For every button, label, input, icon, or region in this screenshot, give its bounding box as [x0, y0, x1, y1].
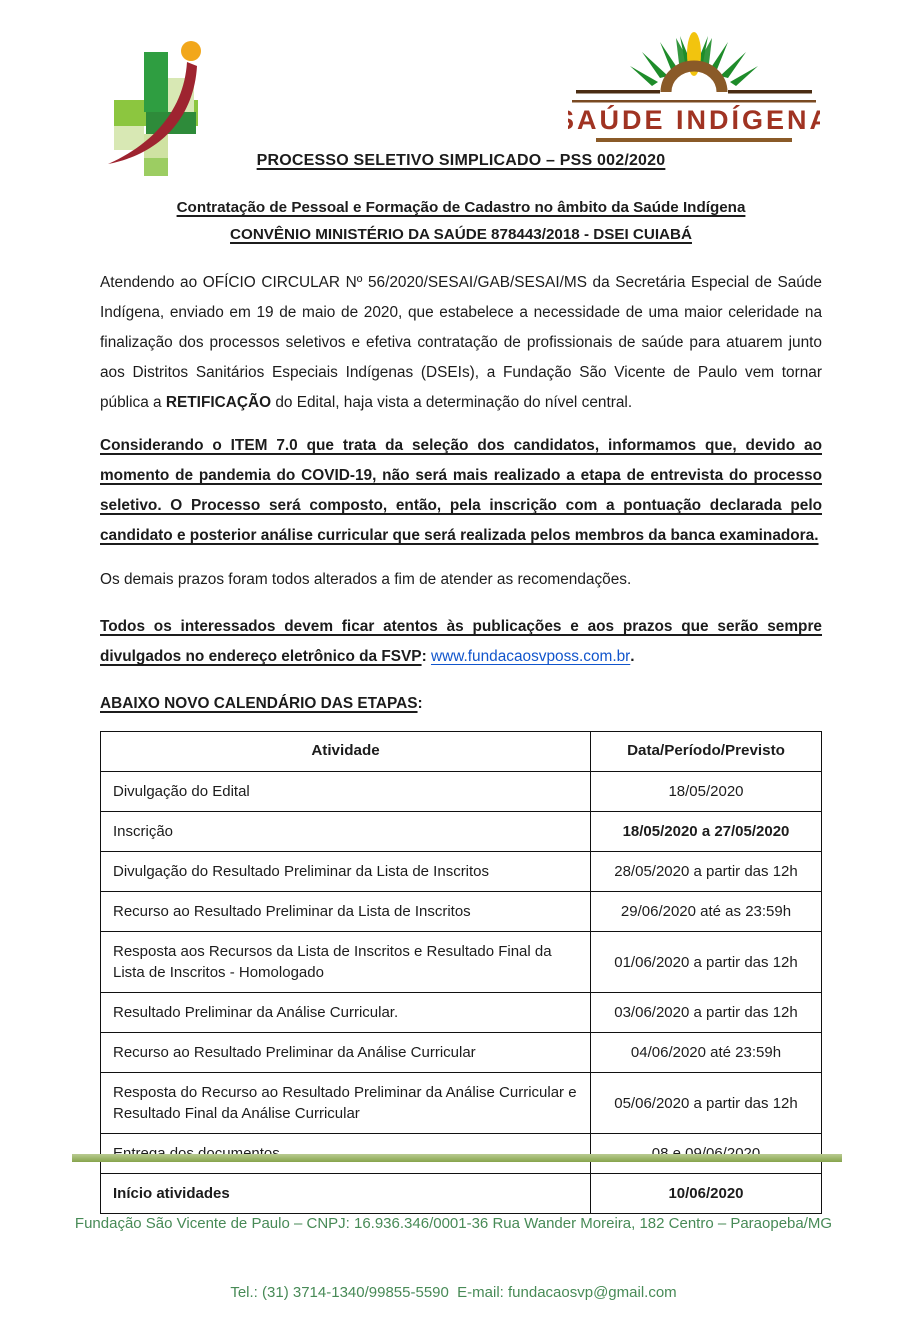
- table-row: [101, 812, 822, 852]
- activity-cell: Divulgação do Resultado Preliminar da Lista de Inscritos: [101, 852, 591, 892]
- saude-indigena-logo: [568, 30, 820, 152]
- fsvp-website-link[interactable]: www.fundacaosvposs.com.br: [430, 648, 631, 665]
- date-cell: 29/06/2020 até as 23:59h: [591, 892, 822, 932]
- table-row: [101, 892, 822, 932]
- footer-divider-bar: [72, 1154, 842, 1162]
- paragraph-prazos: [100, 565, 822, 595]
- retificacao-emphasis: RETIFICAÇÃO: [165, 394, 272, 411]
- column-header-data: Data/Período/Previsto: [591, 732, 822, 772]
- table-row: [101, 993, 822, 1033]
- date-cell: 05/06/2020 a partir das 12h: [591, 1073, 822, 1134]
- date-cell: 04/06/2020 até 23:59h: [591, 1033, 822, 1073]
- date-cell: 01/06/2020 a partir das 12h: [591, 932, 822, 993]
- activity-cell: Divulgação do Edital: [101, 772, 591, 812]
- saude-indigena-wordmark: SAÚDE INDÍGENA: [568, 105, 820, 135]
- paragraph-text: do Edital, haja vista a determinação do nível central.: [271, 394, 633, 411]
- document-body: [100, 152, 822, 1214]
- paragraph-text: Atendendo ao OFÍCIO CIRCULAR Nº 56/2020/SESAI/GAB/SESAI/MS da Secretária Especial de Saúde Indígena, enviado em 19 de maio de 2020, que estabelece a necessidade de uma maior celeridade na finalização dos processos seletivos e efetiva contratação de profissionais de saúde para atuarem junto aos Distritos Sanitários Especiais Indígenas (DSEIs), a Fundação São Vicente de Paulo vem tornar pública a: [100, 274, 822, 411]
- footer-line-1: Fundação São Vicente de Paulo – CNPJ: 16.936.346/0001-36 Rua Wander Moreira, 182 Centro – Paraopeba/MG: [74, 1215, 833, 1232]
- table-row: [101, 1033, 822, 1073]
- activity-cell: Resposta do Recurso ao Resultado Preliminar da Análise Curricular e Resultado Final da Análise Curricular: [101, 1073, 591, 1134]
- date-cell: 18/05/2020: [591, 772, 822, 812]
- calendar-heading: [100, 689, 822, 719]
- footer-line-2: Tel.: (31) 3714-1340/99855-5590 E-mail: fundacaosvp@gmail.com: [230, 1284, 677, 1301]
- table-header-row: [101, 732, 822, 772]
- schedule-table-head: [101, 732, 822, 772]
- column-header-atividade: Atividade: [101, 732, 591, 772]
- subtitle-line-2: CONVÊNIO MINISTÉRIO DA SAÚDE 878443/2018 - DSEI CUIABÁ: [230, 226, 692, 243]
- date-cell: 28/05/2020 a partir das 12h: [591, 852, 822, 892]
- table-row: [101, 852, 822, 892]
- page-title: [100, 152, 822, 170]
- schedule-table-body: [101, 772, 822, 1214]
- schedule-table: [100, 731, 822, 1214]
- table-row: [101, 772, 822, 812]
- paragraph-oficio-circular: [100, 268, 822, 418]
- calendar-heading-text: ABAIXO NOVO CALENDÁRIO DAS ETAPAS: [100, 695, 418, 712]
- colon-text: :: [417, 695, 423, 712]
- table-row: [101, 932, 822, 993]
- activity-cell: Recurso ao Resultado Preliminar da Lista de Inscritos: [101, 892, 591, 932]
- activity-cell: Início atividades: [101, 1174, 591, 1214]
- footer: [0, 1166, 907, 1327]
- saude-indigena-logo-graphic: [568, 30, 820, 152]
- date-cell: 10/06/2020: [591, 1174, 822, 1214]
- subtitle-line-1: Contratação de Pessoal e Formação de Cadastro no âmbito da Saúde Indígena: [176, 199, 746, 216]
- paragraph-text: Todos os interessados devem ficar atentos às publicações e aos prazos que serão sempre divulgados no endereço eletrônico da FSVP: [100, 618, 822, 665]
- activity-cell: Resultado Preliminar da Análise Curricular.: [101, 993, 591, 1033]
- activity-cell: Recurso ao Resultado Preliminar da Análise Curricular: [101, 1033, 591, 1073]
- colon-text: :: [421, 648, 431, 665]
- period-text: .: [630, 648, 635, 665]
- paragraph-publicacoes: [100, 612, 822, 672]
- paragraph-item-7: [100, 431, 822, 551]
- date-cell: 18/05/2020 a 27/05/2020: [591, 812, 822, 852]
- table-row: [101, 1073, 822, 1134]
- paragraph-text: Considerando o ITEM 7.0 que trata da seleção dos candidatos, informamos que, devido ao momento de pandemia do COVID-19, não será mais realizado a etapa de entrevista do processo seletivo. O Processo será composto, então, pela inscrição com a pontuação declarada pelo candidato e posterior análise curricular que será realizada pelos membros da banca examinadora.: [100, 437, 822, 544]
- activity-cell: Resposta aos Recursos da Lista de Inscritos e Resultado Final da Lista de Inscritos - Homologado: [101, 932, 591, 993]
- paragraph-text: Os demais prazos foram todos alterados a fim de atender as recomendações.: [100, 571, 632, 588]
- date-cell: 03/06/2020 a partir das 12h: [591, 993, 822, 1033]
- page-title-text: PROCESSO SELETIVO SIMPLICADO – PSS 002/2020: [256, 152, 666, 169]
- activity-cell: Inscrição: [101, 812, 591, 852]
